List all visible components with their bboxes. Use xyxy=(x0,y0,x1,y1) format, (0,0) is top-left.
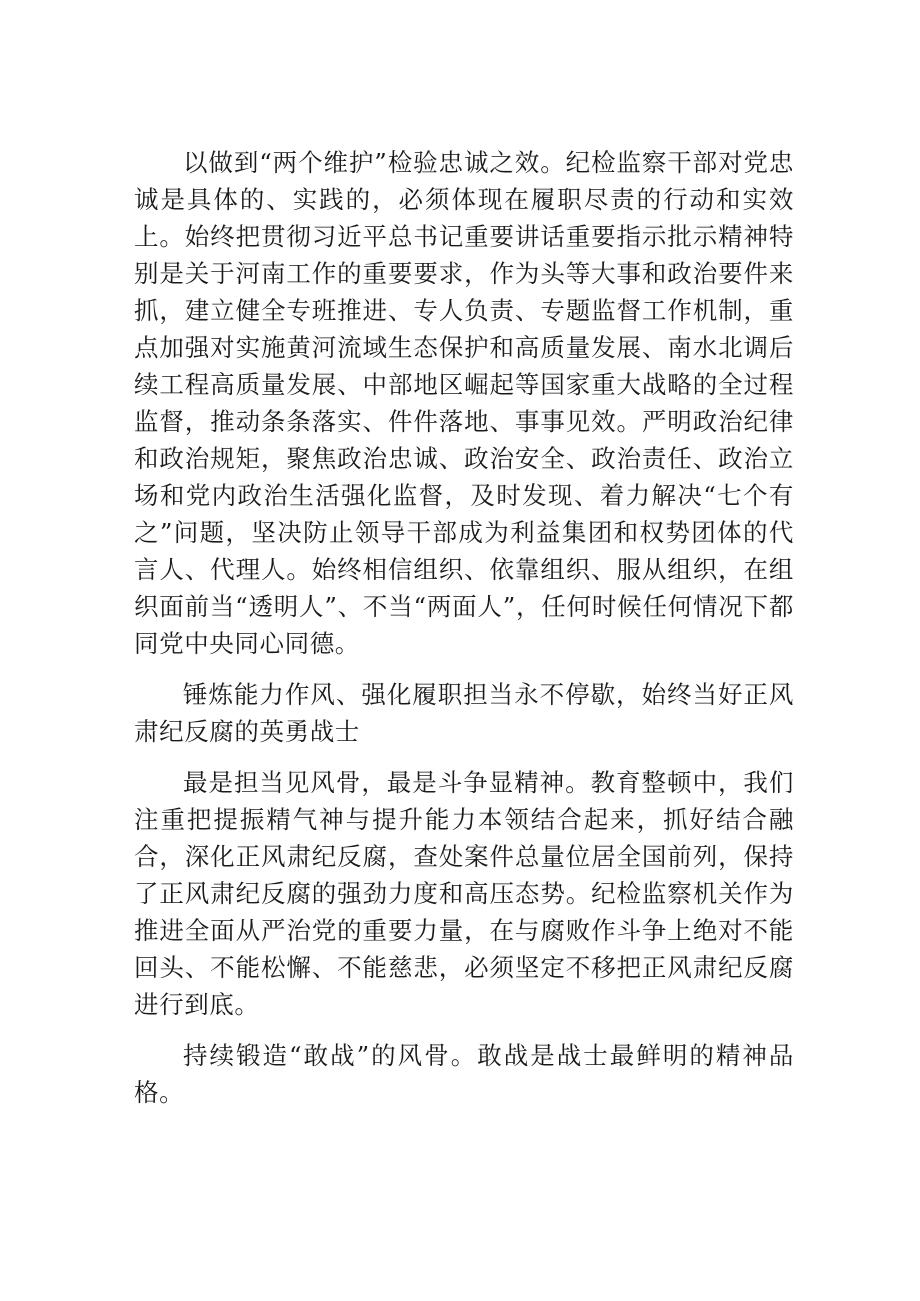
document-body xyxy=(134,144,794,1111)
paragraph-loyalty: 以做到“两个维护”检验忠诚之效。纪检监察干部对党忠诚是具体的、实践的，必须体现在履职尽责的行动和实效上。始终把贯彻习近平总书记重要讲话重要指示批示精神特别是关于河南工作的重要要求，作为头等大事和政治要件来抓，建立健全专班推进、专人负责、专题监督工作机制，重点加强对实施黄河流域生态保护和高质量发展、南水北调后续工程高质量发展、中部地区崛起等国家重大战略的全过程监督，推动条条落实、件件落地、事事见效。严明政治纪律和政治规矩，聚焦政治忠诚、政治安全、政治责任、政治立场和党内政治生活强化监督，及时发现、着力解决“七个有之”问题，坚决防止领导干部成为利益集团和权势团体的代言人、代理人。始终相信组织、依靠组织、服从组织，在组织面前当“透明人”、不当“两面人”，任何时候任何情况下都同党中央同心同德。 xyxy=(134,148,794,658)
paragraph-responsibility: 最是担当见风骨，最是斗争显精神。教育整顿中，我们注重把提振精气神与提升能力本领结合起来，抓好结合融合，深化正风肃纪反腐，查处案件总量位居全国前列，保持了正风肃纪反腐的强劲力度和高压态势。纪检监察机关作为推进全面从严治党的重要力量，在与腐败作斗争上绝对不能回头、不能松懈、不能慈悲，必须坚定不移把正风肃纪反腐进行到底。 xyxy=(134,768,794,1019)
section-heading: 锤炼能力作风、强化履职担当永不停歇，始终当好正风肃纪反腐的英勇战士 xyxy=(134,680,794,746)
paragraph-courage: 持续锻造“敢战”的风骨。敢战是战士最鲜明的精神品格。 xyxy=(134,1041,794,1107)
